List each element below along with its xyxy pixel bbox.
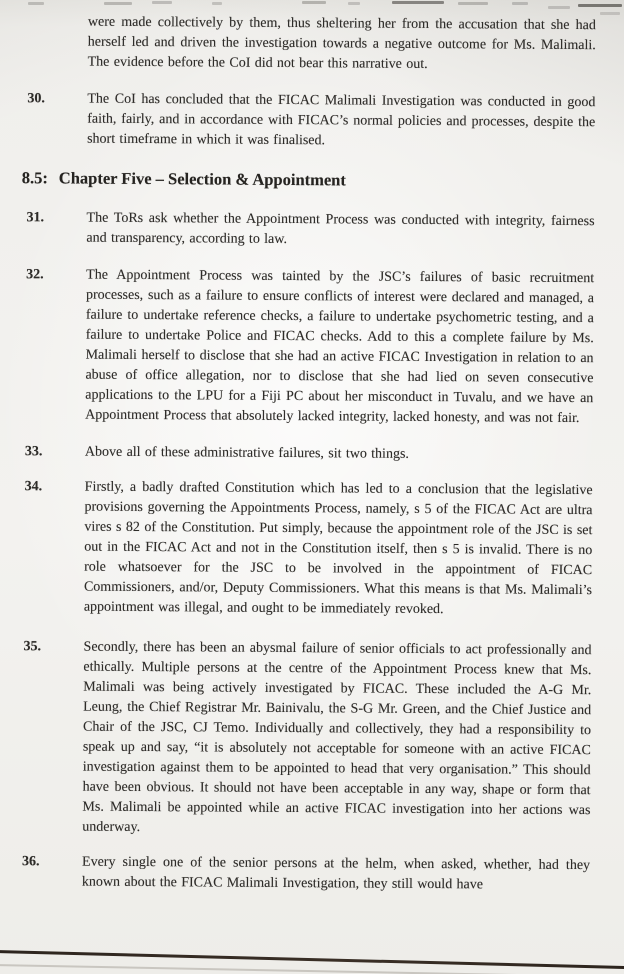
scan-artifact-dash xyxy=(512,2,528,5)
paragraph-text: The ToRs ask whether the Appointment Process was conducted with integrity, fairness and transparency, according to law. xyxy=(86,210,595,248)
paragraph-35 xyxy=(0,637,620,841)
scan-artifact-dash xyxy=(348,2,360,5)
paragraph-continuation xyxy=(0,12,624,76)
paragraph-text: Above all of these administrative failures, sit two things. xyxy=(84,444,409,462)
document-content xyxy=(0,12,624,896)
paragraph-31 xyxy=(0,208,623,252)
paragraph-33 xyxy=(0,442,621,466)
scan-artifact-dash xyxy=(152,1,172,4)
scan-artifact-dash xyxy=(458,2,488,5)
paragraph-number: 31. xyxy=(26,210,45,226)
scan-artifact-dash xyxy=(302,1,326,4)
paragraph-text: The Appointment Process was tainted by the JSC’s failures of basic recruitment processes, such as a failure to ensure conflicts of interest were declared and managed, a failure to undertake reference checks, a failure to undertake psychometric testing, and a failure to undertake Police and FICAC checks. Add to this a complete failure by Ms. Malimali herself to disclose that she had an active FICAC Investigation in relation to an abuse of office allegation, nor to disclose that she had lied on seven consecutive applications to the LPU for a Fiji PC about her misconduct in Tuvalu, and we have an Appointment Process that absolutely lacked integrity, lacked honesty, and was not fair. xyxy=(85,267,595,427)
scan-artifact-top-edge xyxy=(0,0,624,16)
section-heading-title: Chapter Five – Selection & Appointment xyxy=(58,168,346,190)
paragraph-text: The CoI has concluded that the FICAC Malimali Investigation was conducted in good faith, fairly, and in accordance with FICAC’s normal policies and processes, despite the short timeframe in which it was finalised. xyxy=(87,91,596,149)
scan-artifact-dash xyxy=(600,12,620,15)
scan-artifact-dash xyxy=(104,2,132,5)
paragraph-number: 33. xyxy=(24,444,43,460)
scan-artifact-dash xyxy=(578,4,622,7)
paragraph-32 xyxy=(0,265,622,429)
scan-artifact-dash xyxy=(392,1,444,4)
section-heading-number: 8.5: xyxy=(21,168,49,188)
scan-artifact-dash xyxy=(212,2,222,5)
paragraph-number: 35. xyxy=(23,639,42,655)
paragraph-number-empty xyxy=(0,12,88,73)
paragraph-number: 34. xyxy=(24,479,43,495)
paragraph-30 xyxy=(0,89,623,153)
paragraph-text: Every single one of the senior persons at the helm, when asked, whether, had they known about the FICAC Malimali Investigation, they still would have xyxy=(81,854,591,893)
paragraph-text: Secondly, there has been an abysmal failure of senior officials to act professionally and ethically. Multiple persons at the centre of the Appointment Process knew that Ms. Malimali was being actively investigated by FICAC. These included the A-G Mr. Leung, the Chief Registrar Mr. Bainivalu, the S-G Mr. Green, and the Chief Justice and Chair of the JSC, CJ Temo. Individually and collectively, they had a responsibility to speak up and say, “it is absolutely not acceptable for someone with an active FICAC investigation against them to be appointed to head that very organisation.” This should have been obvious. It should not have been acceptable in any way, shape or form that Ms. Malimali be appointed while an active FICAC investigation into her actions was underway. xyxy=(82,639,592,835)
paragraph-36 xyxy=(0,852,618,896)
paragraph-number: 32. xyxy=(26,267,44,283)
paragraph-text: were made collectively by them, thus sheltering her from the accusation that she had herself led and driven the investigation towards a negative outcome for Ms. Malimali. The evidence before the CoI did not bear this narrative out. xyxy=(87,14,596,72)
section-heading xyxy=(0,166,623,194)
scan-artifact-dash xyxy=(28,2,44,5)
scan-artifact-dash xyxy=(548,6,570,9)
paragraph-number: 36. xyxy=(22,854,40,870)
paragraph-number: 30. xyxy=(27,91,45,107)
paragraph-text: Firstly, a badly drafted Constitution which has led to a conclusion that the legislative provisions governing the Appointments Process, namely, s 5 of the FICAC Act are ultra vires s 82 of the Constitution. Put simply, because the appointment role of the JSC is set out in the FICAC Act and not in the Constitution itself, then s 5 is invalid. There is no role whatsoever for the JSC to be involved in the appointment of FICAC Commissioners, and/or, Deputy Commissioners. What this means is that Ms. Malimali’s appointment was illegal, and ought to be immediately revoked. xyxy=(83,479,593,618)
paragraph-34 xyxy=(0,477,621,621)
